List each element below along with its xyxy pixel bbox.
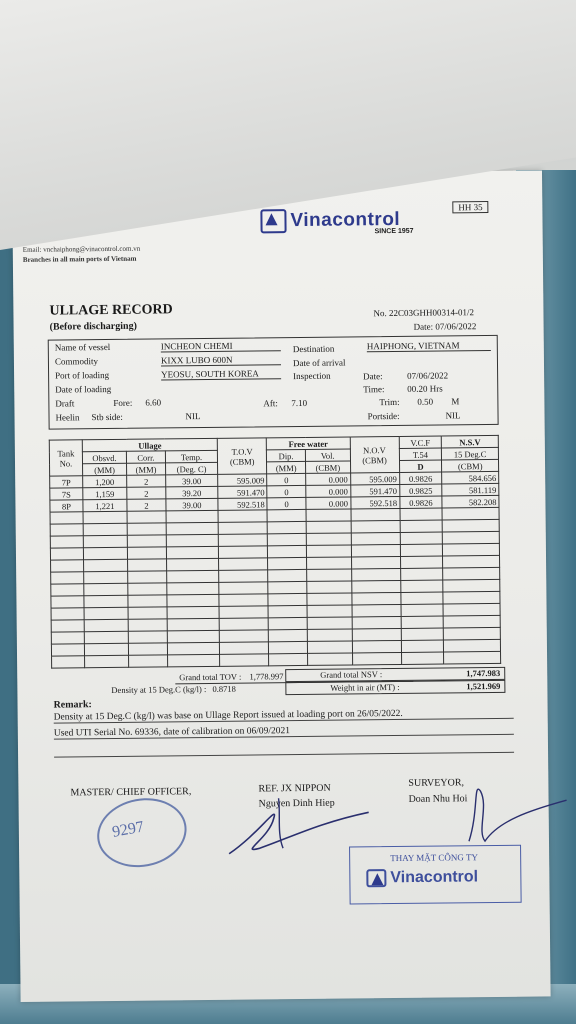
form-code: HH 35 [452,201,488,213]
cell-nov: 595.009 [350,472,399,485]
inspection-label: Inspection [293,370,331,382]
col-temp: Temp. [165,450,217,463]
weight-row [285,680,505,695]
aft-label: Aft: [263,398,278,409]
col-15deg: 15 Deg.C [442,447,499,460]
since-label: SINCE 1957 [374,227,414,236]
remark-label: Remark: [53,699,92,711]
cell-obsvd: 1,200 [83,475,127,487]
nsv-total-label: Grand total NSV : [320,669,383,680]
remark-line-1: Density at 15 Deg.C (kg/l) was base on Ullage Report issued at loading port on 26/05/2022. [54,708,514,724]
cell-tov: 592.518 [218,498,267,511]
cell-tank: 7S [50,488,83,500]
remark-line-2: Used UTI Serial No. 69336, date of calibration on 06/09/2021 [54,724,514,740]
company-stamp [349,845,522,905]
unit-degc: (Deg. C) [165,462,217,475]
surveyor-name: Doan Nhu Hoi [408,793,468,805]
unit-mm: (MM) [267,461,306,473]
cell-vcf: 0.9825 [399,484,442,496]
unit-mm: (MM) [127,463,166,475]
col-obsvd: Obsvd. [82,451,126,463]
master-signature-title: MASTER/ CHIEF OFFICER, [70,786,192,799]
surveyor-title: SURVEYOR, [408,777,465,789]
cell-temp: 39.20 [166,486,218,499]
cell-nsv: 584.656 [442,471,499,484]
ref-name: Nguyen Dinh Hiep [258,797,335,810]
date-loading-label: Date of loading [55,383,112,395]
cell-tov: 595.009 [218,474,267,487]
remark-blank-line [54,742,514,758]
cell-nov: 591.470 [350,484,399,497]
col-tov: T.O.V (CBM) [217,438,266,475]
cell-obsvd: 1,159 [83,487,127,499]
cell-obsvd: 1,221 [83,499,127,511]
cell-vcf: 0.9826 [400,496,443,508]
vessel-value: INCHEON CHEMI [161,340,281,352]
portside-label: Portside: [367,410,400,422]
draft-label: Draft [55,398,75,409]
cell-temp: 39.00 [165,474,217,487]
unit-cbm: (CBM) [306,461,351,473]
insp-date-value: 07/06/2022 [407,370,449,381]
cell-dip: 0 [267,485,306,497]
heelin-label: Heelin [55,412,80,423]
contact-email: Email: vnchaiphong@vinacontrol.com.vn [22,244,141,254]
doc-title: ULLAGE RECORD [49,302,173,319]
col-tank: Tank No. [49,440,82,476]
destination-value: HAIPHONG, VIETNAM [367,340,491,352]
density-value: 0.8718 [212,683,236,694]
cell-tov: 591.470 [218,486,267,499]
cell-corr: 2 [127,475,166,487]
stamp-company: Vinacontrol [366,868,478,887]
cell-vol: 0.000 [306,485,351,497]
col-corr: Corr. [126,451,165,463]
doc-date: Date: 07/06/2022 [413,321,477,332]
doc-number: No. 22C03GHH00314-01/2 [373,307,475,319]
col-nov: N.O.V (CBM) [350,436,399,473]
cell-dip: 0 [267,473,306,485]
cell-corr: 2 [127,487,166,499]
port-value: YEOSU, SOUTH KOREA [161,368,281,380]
col-t54: T.54 [399,448,442,460]
col-dip: Dip. [267,449,306,461]
cell-nsv: 581.119 [442,483,499,496]
cell-vol: 0.000 [306,497,351,509]
cell-temp: 39.00 [166,498,218,511]
vessel-info-box [48,335,499,430]
cell-dip: 0 [267,497,306,509]
time-value: 00.20 Hrs [407,383,443,394]
portside-value: NIL [445,410,461,421]
col-freewater: Free water [267,437,350,450]
commodity-label: Commodity [54,356,99,367]
density-label: Density at 15 Deg.C (kg/l) : [111,683,207,695]
scale-icon [260,209,286,233]
cell-corr: 2 [127,499,166,511]
cell-tank: 7P [50,476,83,488]
cell-nov: 592.518 [350,496,399,509]
fore-value: 6.60 [145,397,162,408]
vessel-label: Name of vessel [54,341,111,353]
cell-nsv: 582.208 [442,495,499,508]
stamp-number: 9297 [110,818,146,841]
stb-label: Stb side: [91,411,123,423]
tov-total-value: 1,778.997 [249,671,284,682]
ullage-table [49,435,501,669]
company-name: Vinacontrol [290,208,401,232]
nsv-total-value: 1,747.983 [466,667,501,679]
col-ullage: Ullage [82,438,217,451]
scale-icon [366,869,386,887]
doc-subtitle: (Before discharging) [49,320,137,333]
ref-title: REF. JX NIPPON [258,782,331,795]
col-vcf: V.C.F [399,436,442,448]
aft-value: 7.10 [291,397,308,409]
insp-date-label: Date: [363,371,383,382]
commodity-value: KIXX LUBO 600N [161,354,281,366]
document-page [12,170,551,1002]
surveyor-signature [418,770,569,852]
col-vol: Vol. [305,449,350,461]
weight-value: 1,521.969 [466,680,501,692]
cell-vcf: 0.9826 [399,472,442,484]
tov-total-label: Grand total TOV : [179,671,242,683]
unit-d: D [399,460,442,472]
col-nsv: N.S.V [442,435,499,448]
trim-unit: M [451,396,460,407]
time-label: Time: [363,384,385,395]
port-label: Port of loading [55,369,110,381]
unit-cbm: (CBM) [442,459,499,472]
cell-vol: 0.000 [306,473,351,485]
trim-label: Trim: [379,396,400,408]
destination-label: Destination [292,343,335,355]
cell-tank: 8P [50,500,83,512]
stamp-text: THAY MẶT CÔNG TY [390,852,478,864]
trim-value: 0.50 [417,396,434,407]
chief-officer-stamp [91,791,192,874]
arrival-label: Date of arrival [292,357,346,369]
branches-text: Branches in all main ports of Vietnam [22,254,137,264]
density-row [107,683,275,696]
fore-label: Fore: [113,397,133,408]
table-body [50,471,501,668]
unit-mm: (MM) [82,463,126,475]
weight-label: Weight in air (MT) : [330,681,400,693]
stb-value: NIL [185,411,201,422]
